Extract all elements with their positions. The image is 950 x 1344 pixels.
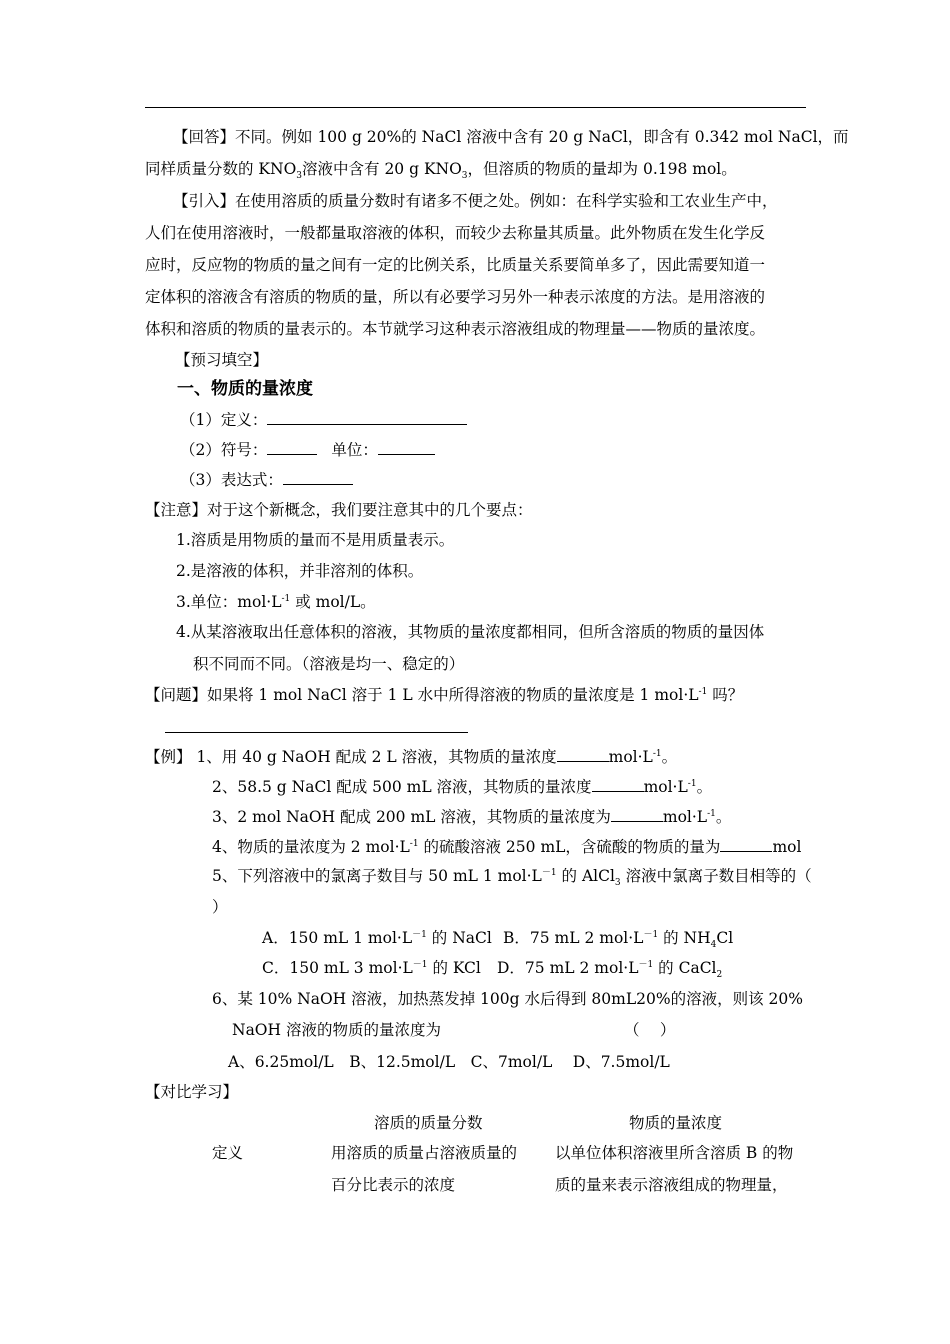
definition-line [180,409,467,430]
intro-line-5: 体积和溶质的物质的量表示的。本节就学习这种表示溶液组成的物理量——物质的量浓度。 [145,320,766,338]
superscript: －1 [541,867,557,878]
example-5-text-c: 溶液中氯离子数目相等的（ [620,867,812,885]
expression-blank[interactable] [283,469,353,485]
option-a-text: A．150 mL 1 mol·L [262,929,413,947]
definition-label: （1）定义： [180,411,268,429]
intro-line-1 [173,191,778,211]
example-1 [145,746,677,767]
compare-label: 【对比学习】 [145,1083,239,1101]
symbol-line [180,439,435,460]
answer-text-2a: 同样质量分数的 KNO [145,160,297,178]
answer-line-2 [145,159,737,182]
expression-label: （3）表达式： [180,471,283,489]
symbol-blank[interactable] [267,439,317,455]
header-rule [145,107,806,108]
subscript: 3 [614,878,621,889]
question-answer-blank[interactable] [165,732,468,733]
option-d[interactable] [497,958,723,981]
superscript: -1 [707,808,716,819]
example-6-cont: NaOH 溶液的物质的量浓度为 [232,1021,441,1039]
example-1-blank[interactable] [557,746,609,762]
compare-c2-line1: 以单位体积溶液里所含溶质 B 的物 [555,1144,794,1162]
superscript: －1 [412,959,428,970]
superscript: -1 [281,593,291,604]
answer-label: 【回答】 [173,128,236,146]
option-a[interactable] [262,928,492,948]
question-text-end: 吗？ [707,686,744,704]
answer-line-1 [173,127,849,147]
superscript: －1 [643,929,659,940]
definition-blank[interactable] [267,409,467,425]
note-point-4: 4.从某溶液取出任意体积的溶液，其物质的量浓度都相同，但所含溶质的物质的量因体 [176,623,765,641]
note-point-1: 1.溶质是用物质的量而不是用质量表示。 [176,531,455,549]
answer-text: 不同。例如 100 g 20%的 NaCl 溶液中含有 20 g NaCl，即含有 0.342 mol NaCl，而 [235,128,849,146]
intro-line-2: 人们在使用溶液时，一般都量取溶液的体积，而较少去称量其质量。此外物质在发生化学反 [145,224,766,242]
unit-text: mol·L [608,748,653,766]
note-point-2: 2.是溶液的体积，并非溶剂的体积。 [176,562,424,580]
example-3 [212,806,731,827]
example-6-options: A、6.25mol/L B、12.5mol/L C、7mol/L D、7.5mol/L [228,1053,670,1071]
superscript: －1 [412,929,427,940]
example-2 [212,776,712,797]
note-point-3 [176,592,376,612]
intro-line-3: 应时，反应物的物质的量之间有一定的比例关系，比质量关系要简单多了，因此需要知道一 [145,256,766,274]
period: 。 [715,808,732,826]
superscript: -1 [652,748,662,759]
option-b-text: B．75 mL 2 mol·L [503,929,644,947]
compare-c1-line2: 百分比表示的浓度 [331,1176,456,1194]
compare-col-1-header: 溶质的质量分数 [374,1114,483,1132]
option-d-text-b: 的 CaCl [653,959,717,977]
example-6: 6、某 10% NaOH 溶液，加热蒸发掉 100g 水后得到 80mL20%的溶液，则该 20% [212,990,803,1008]
example-5-text-b: 的 AlCl [556,867,615,885]
intro-label: 【引入】 [173,192,236,210]
unit-label: 单位： [331,441,378,459]
question-text: 【问题】如果将 1 mol NaCl 溶于 1 L 水中所得溶液的物质的量浓度是 1 mol·L [145,686,699,704]
subscript: 3 [461,171,468,182]
option-d-text: D．75 mL 2 mol·L [497,959,639,977]
note-point-3a: 3.单位：mol·L [176,593,282,611]
example-label: 【例】 [145,748,192,766]
example-4-blank[interactable] [720,836,772,852]
answer-text-2c: ，但溶质的物质的量却为 0.198 mol。 [467,160,737,178]
subscript: 2 [716,970,723,981]
example-3-text: 3、2 mol NaOH 配成 200 mL 溶液，其物质的量浓度为 [212,808,611,826]
note-point-3b: 或 mol/L。 [290,593,376,611]
option-b[interactable] [503,928,734,951]
unit-blank[interactable] [378,439,435,455]
period: 。 [661,748,678,766]
example-2-blank[interactable] [592,776,644,792]
unit-text: mol [772,838,802,856]
intro-text: 在使用溶质的质量分数时有诸多不便之处。例如：在科学实验和工农业生产中， [235,192,778,210]
example-4-text: 4、物质的量浓度为 2 mol·L [212,838,410,856]
expression-line [180,469,353,490]
compare-c1-line1: 用溶质的质量占溶液质量的 [331,1144,518,1162]
option-a-text-b: 的 NaCl [426,929,492,947]
intro-line-4: 定体积的溶液含有溶质的物质的量，所以有必要学习另外一种表示浓度的方法。是用溶液的 [145,288,766,306]
example-5-text: 5、下列溶液中的氯离子数目与 50 mL 1 mol·L [212,867,542,885]
subscript: 3 [296,171,303,182]
subscript: 4 [710,940,717,951]
superscript: -1 [687,778,697,789]
compare-row-label: 定义 [212,1144,244,1162]
preview-label: 【预习填空】 [175,351,269,369]
example-5-paren: ） [212,898,228,916]
unit-text: mol·L [643,778,688,796]
compare-c2-line2: 质的量来表示溶液组成的物理量， [555,1176,788,1194]
example-4 [212,836,801,857]
superscript: -1 [698,686,708,697]
example-5 [212,866,812,889]
option-b-text-c: Cl [716,929,734,947]
example-6-paren: （ ） [624,1021,676,1039]
symbol-label: （2）符号： [180,441,268,459]
example-4-text-b: 的硫酸溶液 250 mL，含硫酸的物质的量为 [418,838,721,856]
superscript: -1 [409,838,419,849]
option-c[interactable] [262,958,481,978]
answer-text-2b: 溶液中含有 20 g KNO [302,160,462,178]
note-point-4-cont: 积不同而不同。（溶液是均一、稳定的） [193,655,465,673]
section-heading: 一、物质的量浓度 [177,379,313,399]
option-c-text: C．150 mL 3 mol·L [262,959,413,977]
unit-text: mol·L [662,808,708,826]
superscript: －1 [638,959,654,970]
example-1-text: 1、用 40 g NaOH 配成 2 L 溶液，其物质的量浓度 [191,748,557,766]
note-label: 【注意】对于这个新概念，我们要注意其中的几个要点： [145,501,533,519]
period: 。 [696,778,713,796]
question-line [145,685,743,705]
option-c-text-b: 的 KCl [427,959,481,977]
option-b-text-b: 的 NH [658,929,711,947]
compare-col-2-header: 物质的量浓度 [629,1114,723,1132]
example-3-blank[interactable] [611,806,663,822]
example-2-text: 2、58.5 g NaCl 配成 500 mL 溶液，其物质的量浓度 [212,778,592,796]
